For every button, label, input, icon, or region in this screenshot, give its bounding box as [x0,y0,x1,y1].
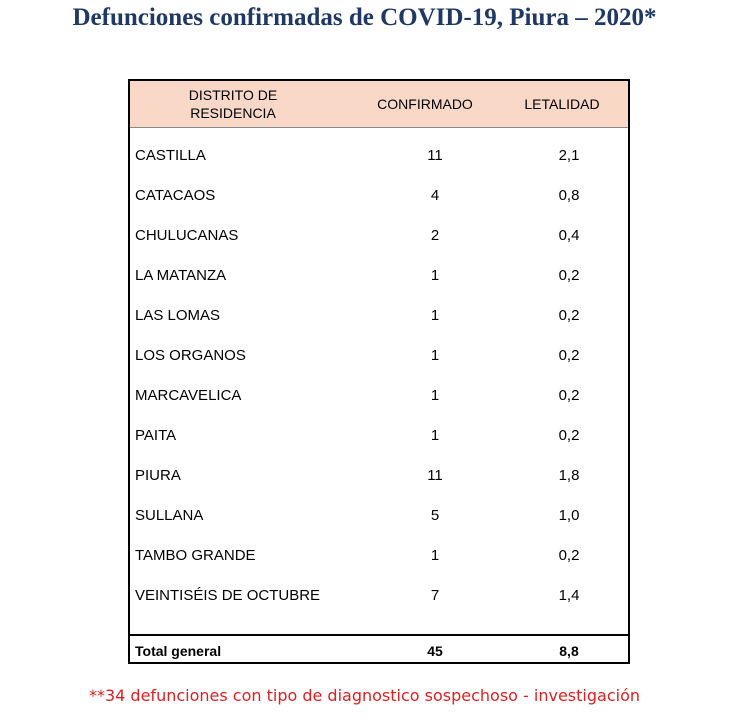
cell-confirmado: 5 [430,507,440,524]
table-row [130,504,628,528]
cell-letalidad: 1,0 [558,507,580,524]
cell-confirmado: 1 [430,347,440,364]
cell-confirmado: 11 [427,467,443,484]
cell-distrito: CASTILLA [135,147,206,164]
header-confirmado: CONFIRMADO [377,96,473,112]
cell-distrito: MARCAVELICA [135,387,242,404]
cell-letalidad: 0,2 [558,347,580,364]
cell-distrito: LAS LOMAS [135,307,221,324]
cell-letalidad: 0,2 [558,427,580,444]
cell-confirmado: 11 [427,147,443,164]
cell-confirmado: 2 [430,227,440,244]
cell-distrito: PIURA [135,467,181,484]
table-row [130,304,628,328]
page-title: Defunciones confirmadas de COVID-19, Piura – 2020* [72,4,657,31]
table-row [130,264,628,288]
cell-confirmado: 1 [430,267,440,284]
cell-letalidad: 0,2 [558,307,580,324]
cell-letalidad: 1,4 [558,587,580,604]
cell-letalidad: 0,2 [558,387,580,404]
cell-distrito: CATACAOS [135,187,216,204]
cell-distrito: LA MATANZA [135,267,227,284]
cell-distrito: VEINTISÉIS DE OCTUBRE [135,587,321,604]
table-row [130,224,628,248]
cell-confirmado: 7 [430,587,440,604]
cell-letalidad: 0,4 [558,227,580,244]
cell-distrito: CHULUCANAS [135,227,239,244]
deaths-table [128,79,630,664]
table-row [130,584,628,608]
cell-confirmado: 1 [430,307,440,324]
table-header [130,81,628,128]
table-row [130,544,628,568]
header-distrito: DISTRITO DE RESIDENCIA [188,87,278,121]
cell-distrito: PAITA [135,427,177,444]
cell-distrito: LOS ORGANOS [135,347,246,364]
cell-confirmado: 1 [430,387,440,404]
table-row [130,344,628,368]
cell-letalidad: 0,8 [558,187,580,204]
footnote: **34 defunciones con tipo de diagnostico sospechoso - investigación [88,686,640,705]
cell-letalidad: 2,1 [558,147,580,164]
total-label: Total general [135,643,222,659]
cell-confirmado: 1 [430,427,440,444]
header-letalidad: LETALIDAD [524,96,600,112]
table-row [130,184,628,208]
cell-letalidad: 1,8 [558,467,580,484]
table-row [130,144,628,168]
cell-letalidad: 0,2 [558,547,580,564]
table-total-row [130,634,628,664]
table-row [130,384,628,408]
table-row [130,464,628,488]
cell-distrito: TAMBO GRANDE [135,547,256,564]
cell-confirmado: 4 [430,187,440,204]
total-letalidad: 8,8 [559,643,579,659]
table-row [130,424,628,448]
cell-confirmado: 1 [430,547,440,564]
cell-distrito: SULLANA [135,507,204,524]
total-confirmado: 45 [427,643,443,659]
cell-letalidad: 0,2 [558,267,580,284]
